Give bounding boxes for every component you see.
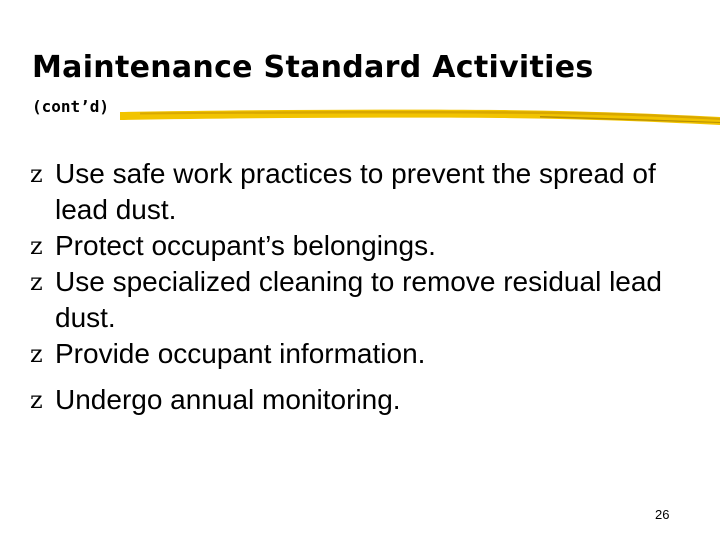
slide-subtitle: (cont’d): [32, 97, 110, 116]
bullet-list: [30, 156, 700, 418]
title-underline-brushstroke: [120, 100, 720, 134]
list-item: [30, 264, 700, 336]
list-item: [30, 156, 700, 228]
list-item-text: Undergo annual monitoring.: [55, 384, 401, 415]
list-item-text: Use safe work practices to prevent the spread of lead dust.: [55, 158, 656, 225]
bullet-icon: z: [30, 268, 43, 296]
bullet-icon: z: [30, 232, 43, 260]
list-item: [30, 228, 700, 264]
slide-title: Maintenance Standard Activities: [32, 50, 594, 85]
page-number: 26: [655, 507, 670, 522]
list-item: [30, 336, 700, 372]
bullet-icon: z: [30, 160, 43, 188]
bullet-icon: z: [30, 340, 43, 368]
bullet-icon: z: [30, 386, 43, 414]
list-item-text: Provide occupant information.: [55, 338, 426, 369]
list-item-text: Protect occupant’s belongings.: [55, 230, 436, 261]
list-item-text: Use specialized cleaning to remove residual lead dust.: [55, 266, 663, 333]
list-item: [30, 382, 700, 418]
